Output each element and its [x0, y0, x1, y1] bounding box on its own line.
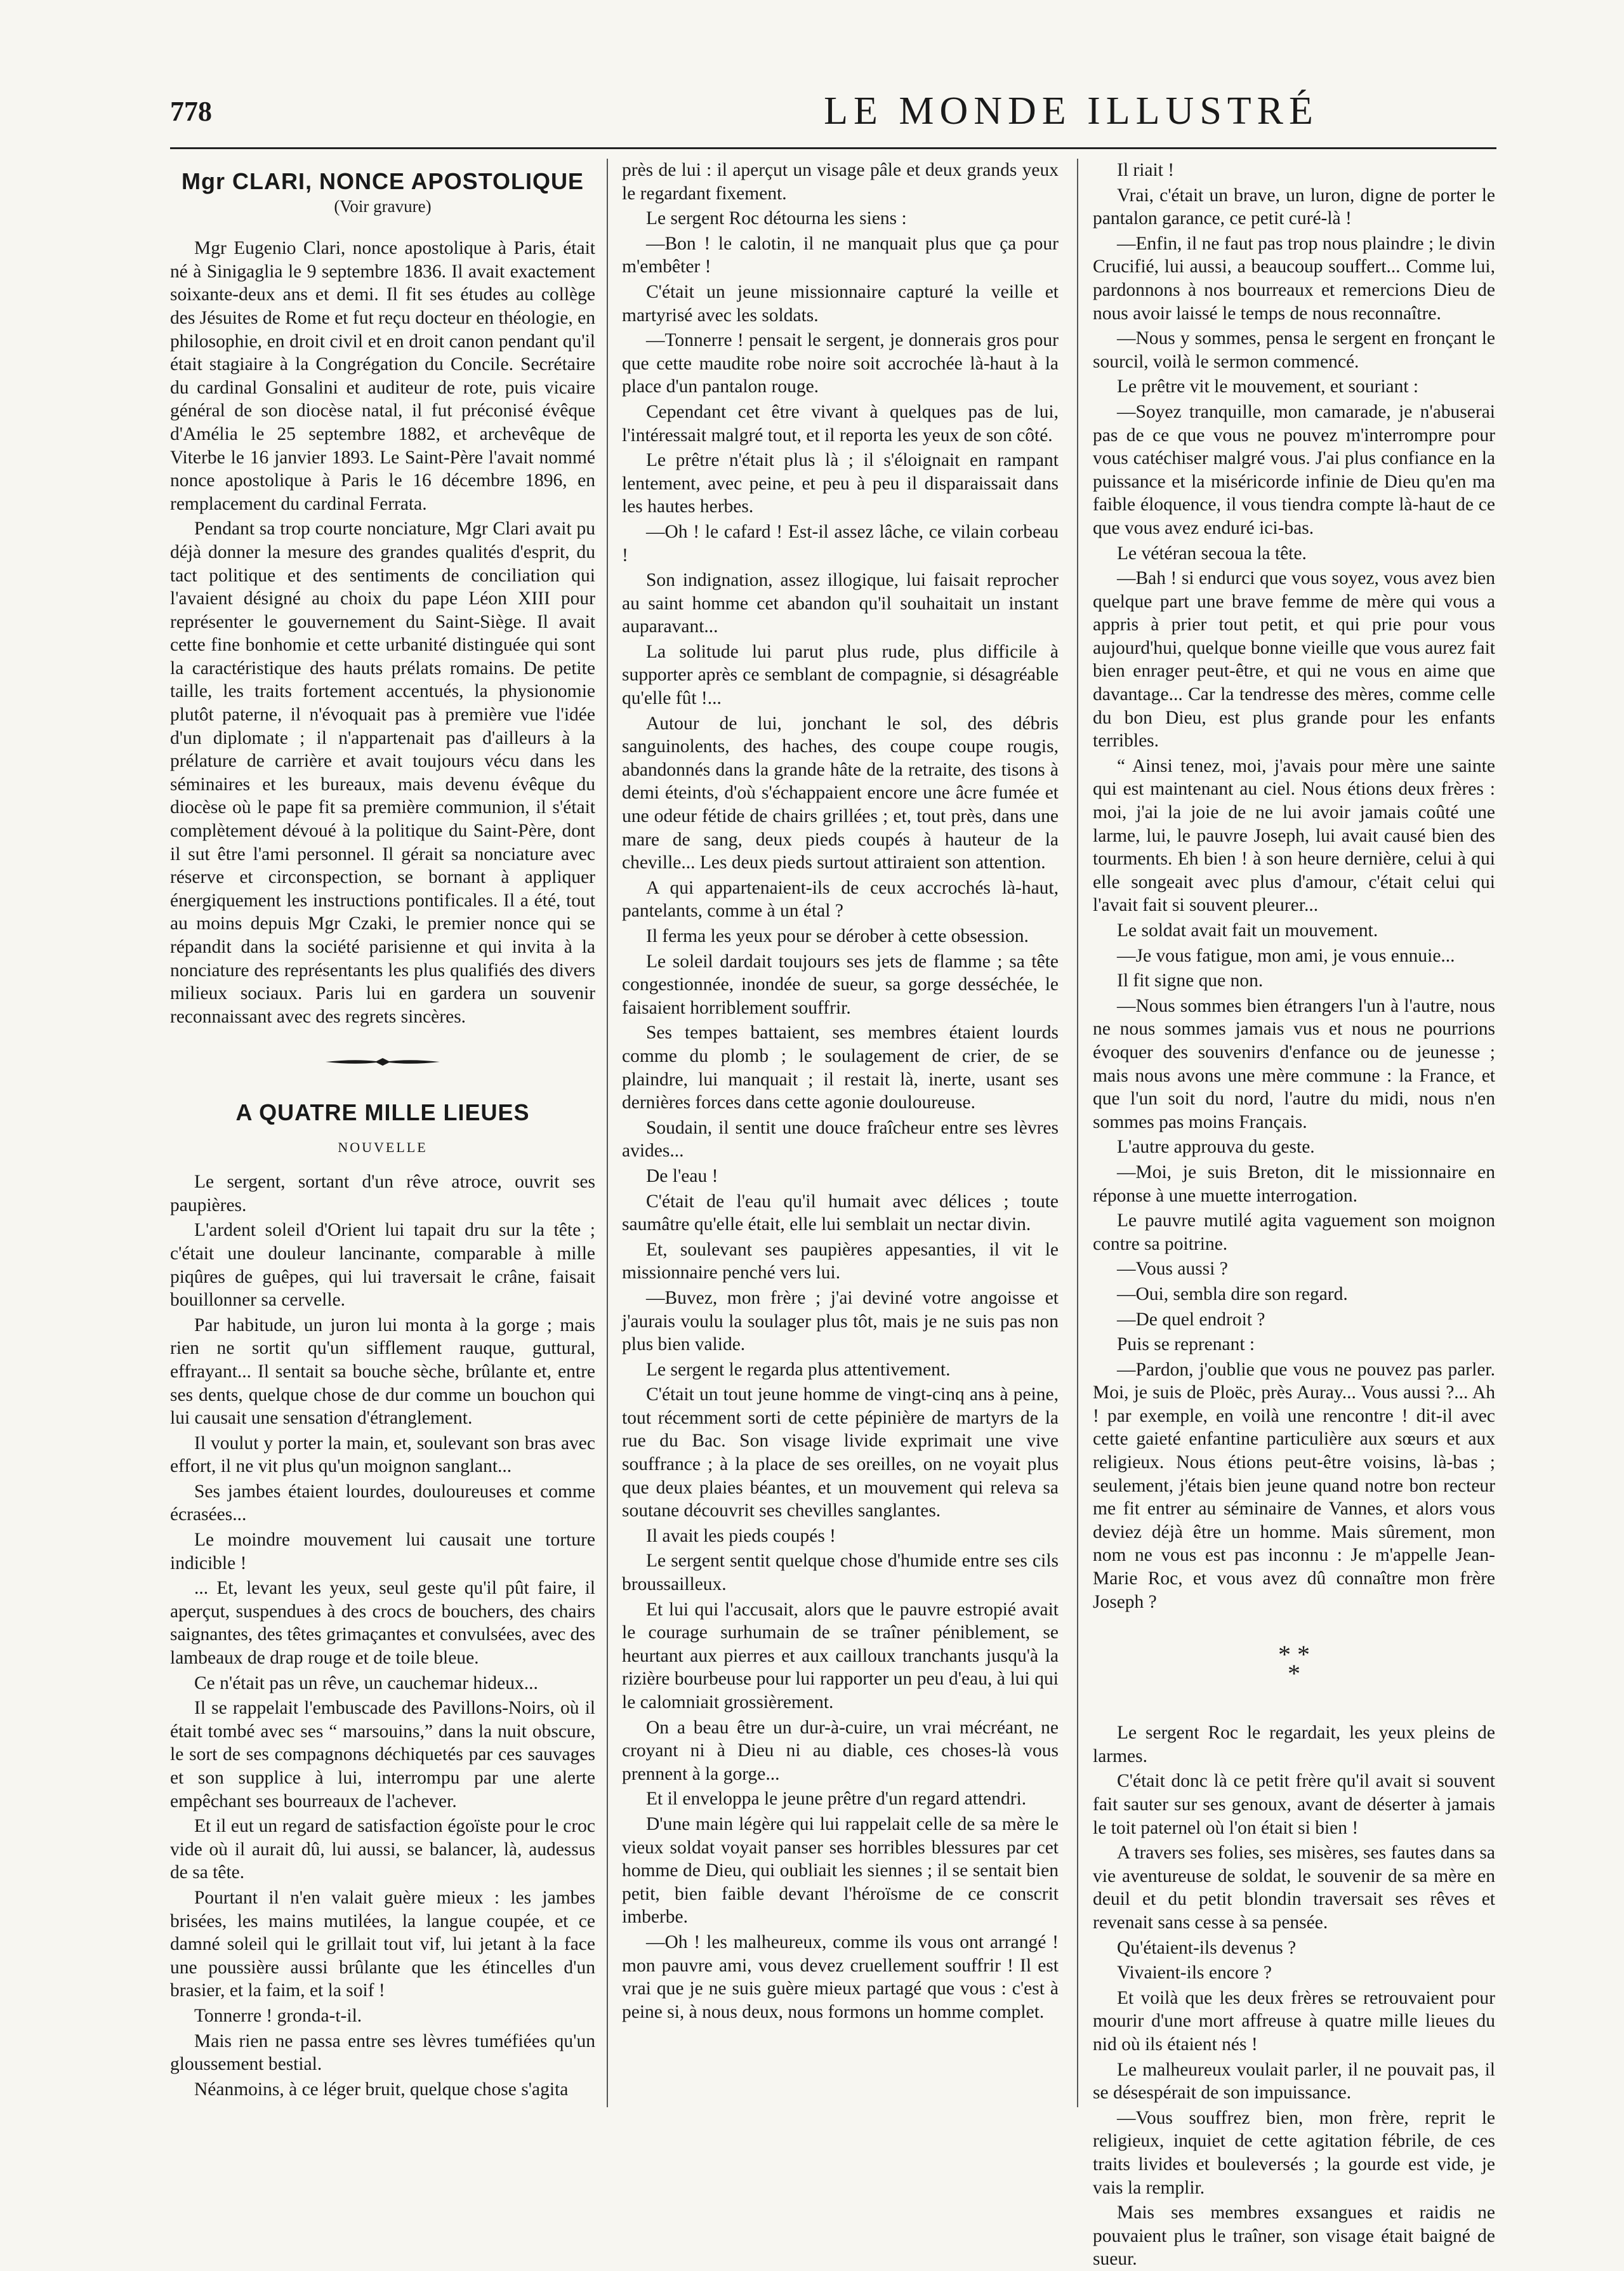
paragraph: —Oh ! les malheureux, comme ils vous ont arrangé ! mon pauvre ami, vous devez cruellement souffrir ! Il est vrai que je ne suis guère mieux partagé que vous : c'est à peine si, à nous deux, nous formons un homme complet.: [622, 1931, 1059, 2022]
page-number: 778: [170, 96, 212, 127]
asterism-divider: * * *: [1278, 1640, 1310, 1688]
paragraph: —Oh ! le cafard ! Est-il assez lâche, ce vilain corbeau !: [622, 521, 1059, 566]
paragraph: Il voulut y porter la main, et, soulevant son bras avec effort, il ne vit plus qu'un moignon sanglant...: [170, 1433, 595, 1477]
paragraph: Autour de lui, jonchant le sol, des débris sanguinolents, des haches, des coupe coupe rougis, abandonnés dans la grande hâte de la retraite, des tisons à demi éteints, d'où s'échappaient encore une âcre fumée et une odeur fétide de chairs grillées ; et, tout près, dans une mare de sang, deux pieds coupés à hauteur de la cheville... Les deux pieds surtout attiraient son attention.: [622, 713, 1059, 873]
paragraph: D'une main légère qui lui rappelait celle de sa mère le vieux soldat voyait panser ses horribles blessures par cet homme de Dieu, qui oubliait les siennes ; il se sentait bien petit, bien faible devant l'héroïsme de ce conscrit imberbe.: [622, 1813, 1059, 1928]
paragraph: Le prêtre n'était plus là ; il s'éloignait en rampant lentement, avec peine, et peu à peu il disparaissait dans les hautes herbes.: [622, 450, 1059, 517]
paragraph: Puis se reprenant :: [1117, 1334, 1255, 1355]
paragraph: Ce n'était pas un rêve, un cauchemar hideux...: [194, 1672, 538, 1693]
paragraph: —Tonnerre ! pensait le sergent, je donnerais gros pour que cette maudite robe noire soit accrochée là-haut à la place d'un pantalon rouge.: [622, 330, 1059, 397]
paragraph: —Moi, je suis Breton, dit le missionnaire en réponse à une muette interrogation.: [1093, 1162, 1495, 1206]
masthead: LE MONDE ILLUSTRÉ: [824, 89, 1319, 133]
ornament-divider: [170, 1050, 595, 1073]
paragraph: De l'eau !: [646, 1165, 718, 1186]
paragraph: Et voilà que les deux frères se retrouvaient pour mourir d'une mort affreuse à quatre mille lieues du nid où ils étaient nés !: [1093, 1987, 1495, 2055]
paragraph: ... Et, levant les yeux, seul geste qu'il pût faire, il aperçut, suspendues à des crocs de bouchers, des chairs saignantes, des têtes grimaçantes et convulsées, avec des lambeaux de drap rouge et de toile bleue.: [170, 1578, 595, 1669]
paragraph: Le soleil dardait toujours ses jets de flamme ; sa tête congestionnée, inondée de sueur, sa gorge desséchée, le faisaient horriblement souffrir.: [622, 951, 1059, 1018]
paragraph: Ses jambes étaient lourdes, douloureuses et comme écrasées...: [170, 1481, 595, 1525]
paragraph: Il riait !: [1117, 160, 1175, 180]
paragraph: —Bon ! le calotin, il ne manquait plus que ça pour m'embêter !: [622, 233, 1059, 277]
paragraph: —Nous y sommes, pensa le sergent en fronçant le sourcil, voilà le sermon commencé.: [1093, 328, 1495, 372]
paragraph: Son indignation, assez illogique, lui faisait reprocher au saint homme cet abandon qu'il souhaitait un instant auparavant...: [622, 570, 1059, 637]
paragraph: Vivaient-ils encore ?: [1117, 1963, 1272, 1983]
paragraph: Le sergent le regarda plus attentivement.: [646, 1359, 951, 1380]
paragraph: Le sergent, sortant d'un rêve atroce, ouvrit ses paupières.: [170, 1172, 595, 1215]
paragraph: Il fit signe que non.: [1117, 970, 1264, 991]
paragraph: Pourtant il n'en valait guère mieux : les jambes brisées, les mains mutilées, la langue coupée, et ce damné soleil qui le grillait tout vif, lui jetant à la face une poussière aussi brûlante que les étincelles d'un brasier, et la faim, et la soif !: [170, 1887, 595, 2001]
paragraph: Vrai, c'était un brave, un luron, digne de porter le pantalon garance, ce petit curé-là !: [1093, 185, 1495, 229]
paragraph: Le pauvre mutilé agita vaguement son moignon contre sa poitrine.: [1093, 1210, 1495, 1254]
article-subtitle: (Voir gravure): [334, 196, 432, 216]
paragraph: Et il eut un regard de satisfaction égoïste pour le croc vide où il aurait dû, lui aussi, se balancer, là, audessus de sa tête.: [170, 1816, 595, 1883]
paragraph: Le prêtre vit le mouvement, et souriant :: [1117, 376, 1419, 397]
paragraph: Mais ses membres exsangues et raidis ne pouvaient plus le traîner, son visage était baigné de sueur.: [1093, 2202, 1495, 2270]
paragraph: Tonnerre ! gronda-t-il.: [194, 2005, 362, 2026]
paragraph: L'ardent soleil d'Orient lui tapait dru sur la tête ; c'était une douleur lancinante, comparable à mille piqûres de guêpes, qui lui traversait le crâne, faisait bouillonner sa cervelle.: [170, 1220, 595, 1311]
paragraph: C'était un jeune missionnaire capturé la veille et martyrisé avec les soldats.: [622, 281, 1059, 326]
paragraph: Et, soulevant ses paupières appesanties, il vit le missionnaire penché vers lui.: [622, 1239, 1059, 1283]
header-rule: [170, 147, 1496, 149]
paragraph: A travers ses folies, ses misères, ses fautes dans sa vie aventureuse de soldat, le souvenir de sa mère en deuil et du petit blondin traversait ses rêves et revenait sans cesse à sa pensée.: [1093, 1843, 1495, 1933]
paragraph: A qui appartenaient-ils de ceux accrochés là-haut, pantelants, comme à un étal ?: [622, 877, 1059, 922]
paragraph: On a beau être un dur-à-cuire, un vrai mécréant, ne croyant ni à Dieu ni au diable, ces choses-là vous prennent à la gorge...: [622, 1717, 1059, 1784]
paragraph: C'était un tout jeune homme de vingt-cinq ans à peine, tout récemment sorti de cette pépinière de martyrs de la rue du Bac. Son visage livide exprimait une vive souffrance ; à la place de ses oreilles, on ne voyait plus que deux plaies béantes, et un mouvement qui releva sa soutane découvrit ses chevilles sanglantes.: [622, 1384, 1059, 1521]
paragraph: Qu'étaient-ils devenus ?: [1117, 1937, 1297, 1958]
paragraph: Il avait les pieds coupés !: [646, 1525, 836, 1546]
paragraph: —De quel endroit ?: [1117, 1309, 1265, 1330]
paragraph: —Pardon, j'oublie que vous ne pouvez pas parler. Moi, je suis de Ploëc, près Auray... Vous aussi ?... Ah ! par exemple, en voilà une rencontre ! dit-il avec cette gaieté enfantine particulière aux sœurs et aux religieux. Nous étions peut-être voisins, là-bas ; seulement, j'étais bien jeune quand notre bon recteur me fit entrer au séminaire de Vannes, et alors vous deviez déjà être un homme. Mais sûrement, mon nom ne vous est pas inconnu : Je m'appelle Jean-Marie Roc, et vous avez dû connaître mon frère Joseph ?: [1093, 1359, 1495, 1612]
column-1: [170, 170, 595, 2125]
page-header: [170, 89, 1490, 146]
paragraph: près de lui : il aperçut un visage pâle et deux grands yeux le regardant fixement.: [622, 160, 1059, 204]
story-title: A QUATRE MILLE LIEUES: [235, 1099, 530, 1125]
paragraph: Mais rien ne passa entre ses lèvres tuméfiées qu'un gloussement bestial.: [170, 2030, 595, 2075]
paragraph: Le soldat avait fait un mouvement.: [1117, 920, 1378, 941]
paragraph: —Enfin, il ne faut pas trop nous plaindre ; le divin Crucifié, lui aussi, a beaucoup souffert... Comme lui, pardonnons à nos bourreaux et remercions Dieu de nous avoir laissé le temps de nous reconnaître.: [1093, 233, 1495, 324]
paragraph: Cependant cet être vivant à quelques pas de lui, l'intéressait malgré tout, et il reporta les yeux de son côté.: [622, 401, 1059, 446]
paragraph: “ Ainsi tenez, moi, j'avais pour mère une sainte qui est maintenant au ciel. Nous étions deux frères : moi, j'ai la joie de ne lui avoir jamais coûté une larme, lui, le pauvre Joseph, lui avait causé bien des tourments. Eh bien ! à son heure dernière, celui à qui elle songeait avec plus d'amour, c'était celui qui l'avait fait si souvent pleurer...: [1093, 755, 1495, 916]
paragraph: —Oui, sembla dire son regard.: [1117, 1283, 1348, 1304]
paragraph: Le sergent Roc le regardait, les yeux pleins de larmes.: [1093, 1723, 1495, 1766]
paragraph: —Soyez tranquille, mon camarade, je n'abuserai pas de ce que vous ne pouvez m'interrompre pour vous catéchiser malgré vous. J'ai plus confiance en la puissance et la miséricorde infinie de Dieu qu'en ma faible éloquence, il vous tiendra compte là-haut de ce que vous avez enduré ici-bas.: [1093, 401, 1495, 538]
paragraph: —Buvez, mon frère ; j'ai deviné votre angoisse et j'aurais voulu la soulager plus tôt, mais je ne suis pas non plus bien valide.: [622, 1287, 1059, 1355]
paragraph: Il ferma les yeux pour se dérober à cette obsession.: [646, 926, 1029, 946]
paragraph: Et lui qui l'accusait, alors que le pauvre estropié avait le courage surhumain de se traîner péniblement, se heurtant aux pierres et aux cailloux tranchants jusqu'à la rizière bourbeuse pour lui rapporter un peu d'eau, à lui qui le calomniait grossièrement.: [622, 1599, 1059, 1712]
paragraph: C'était donc là ce petit frère qu'il avait si souvent fait sauter sur ses genoux, avant de déserter à jamais le toit paternel où l'on était si bien !: [1093, 1771, 1495, 1838]
paragraph: La solitude lui parut plus rude, plus difficile à supporter après ce semblant de compagnie, si désagréable qu'elle fût !...: [622, 641, 1059, 709]
article-title: Mgr CLARI, NONCE APOSTOLIQUE: [181, 168, 584, 194]
paragraph: —Vous souffrez bien, mon frère, reprit le religieux, inquiet de cette agitation fébrile, de ces traits livides et bouleversés ; la gourde est vide, je vais la remplir.: [1093, 2107, 1495, 2198]
paragraph: Le vétéran secoua la tête.: [1117, 543, 1307, 564]
paragraph: Mgr Eugenio Clari, nonce apostolique à Paris, était né à Sinigaglia le 9 septembre 1836. Il avait exactement soixante-deux ans et demi. Il fit ses études au collège des Jésuites de Rome et fut reçu docteur en théologie, en philosophie, en droit civil et en droit canon pendant qu'il était stagiaire à la Congrégation du Concile. Secrétaire du cardinal Gonsalini et auditeur de rote, puis vicaire général de son diocèse natal, il fut préconisé évêque d'Amélia le 25 septembre 1882, et archevêque de Viterbe le 16 janvier 1893. Le Saint-Père l'avait nommé nonce apostolique à Paris le 16 décembre 1896, en remplacement du cardinal Ferrata.: [170, 238, 595, 514]
column-divider: [607, 159, 608, 2107]
paragraph: —Je vous fatigue, mon ami, je vous ennuie...: [1117, 945, 1455, 966]
paragraph: Néanmoins, à ce léger bruit, quelque chose s'agita: [194, 2079, 569, 2100]
story-genre: NOUVELLE: [338, 1139, 428, 1155]
paragraph: Ses tempes battaient, ses membres étaient lourds comme du plomb ; le soulagement de crier, de se plaindre, lui manquait ; il restait là, inerte, usant ses dernières forces dans cette agonie douloureuse.: [622, 1023, 1059, 1113]
paragraph: —Nous sommes bien étrangers l'un à l'autre, nous ne nous sommes jamais vus et nous ne pourrions évoquer des souvenirs d'enfance ou de jeunesse ; mais nous avons une mère commune : la France, et que l'un soit du nord, l'autre du midi, nous n'en sommes pas moins Français.: [1093, 995, 1495, 1132]
paragraph: Le sergent Roc détourna les siens :: [646, 208, 907, 229]
paragraph: C'était de l'eau qu'il humait avec délices ; toute saumâtre qu'elle était, elle lui semblait un nectar divin.: [622, 1191, 1059, 1235]
paragraph: Et il enveloppa le jeune prêtre d'un regard attendri.: [646, 1789, 1027, 1810]
column-2: [622, 159, 1059, 2114]
paragraph: Il se rappelait l'embuscade des Pavillons-Noirs, où il était tombé avec ses “ marsouins,” dans la nuit obscure, le sort de ses compagnons déchiquetés par ces sauvages et son supplice à lui, interrompu par une alerte empêchant ses bourreaux de l'achever.: [170, 1698, 595, 1811]
column-3: [1093, 159, 1495, 2270]
paragraph: Soudain, il sentit une douce fraîcheur entre ses lèvres avides...: [622, 1117, 1059, 1162]
paragraph: Pendant sa trop courte nonciature, Mgr Clari avait pu déjà donner la mesure des grandes qualités d'esprit, du tact politique et des sentiments de conciliation qui l'avaient désigné au choix du pape Léon XIII pour représenter le gouvernement du Saint-Siège. Il avait cette fine bonhomie et cette urbanité distinguée qui sont la caractéristique des hauts prélats romains. De petite taille, les traits fortement accentués, la physionomie plutôt paterne, il n'évoquait pas à première vue l'idée d'un diplomate ; il n'appartenait pas d'ailleurs à la prélature de carrière et avait toujours vécu dans les séminaires et les bureaux, mais devenu évêque du diocèse où le pape fit sa première communion, il s'était complètement dévoué à la politique du Saint-Père, dont il sut être l'ami personnel. Il gérait sa nonciature avec réserve et circonspection, se bornant à appliquer énergiquement les instructions pontificales. Il a été, tout au moins depuis Mgr Czaki, le premier nonce qui se répandit dans la société parisienne et qui invita à la nonciature des représentants les plus qualifiés des divers milieux sociaux. Paris lui en gardera un souvenir reconnaissant avec des regrets sincères.: [170, 519, 595, 1027]
paragraph: Le moindre mouvement lui causait une torture indicible !: [170, 1530, 595, 1573]
paragraph: L'autre approuva du geste.: [1117, 1137, 1315, 1158]
paragraph: Par habitude, un juron lui monta à la gorge ; mais rien ne sortit qu'un sifflement rauque, guttural, effrayant... Il sentait sa bouche sèche, brûlante et, entre ses dents, quelque chose de dur comme un bouchon qui lui causait une sensation d'étranglement.: [170, 1314, 595, 1429]
paragraph: —Bah ! si endurci que vous soyez, vous avez bien quelque part une brave femme de mère qui vous a appris à prier tout petit, et qui prie pour vous aujourd'hui, quelque bonne vieille que vous aurez fait bien enrager peut-être, et qui ne vous en aime que davantage... Car la tendresse des mères, comme celle du bon Dieu, est plus grande pour les enfants terribles.: [1093, 568, 1495, 751]
paragraph: —Vous aussi ?: [1117, 1259, 1228, 1280]
paragraph: Le sergent sentit quelque chose d'humide entre ses cils broussailleux.: [622, 1551, 1059, 1595]
column-divider: [1077, 159, 1078, 2107]
paragraph: Le malheureux voulait parler, il ne pouvait pas, il se désespérait de son impuissance.: [1093, 2059, 1495, 2103]
